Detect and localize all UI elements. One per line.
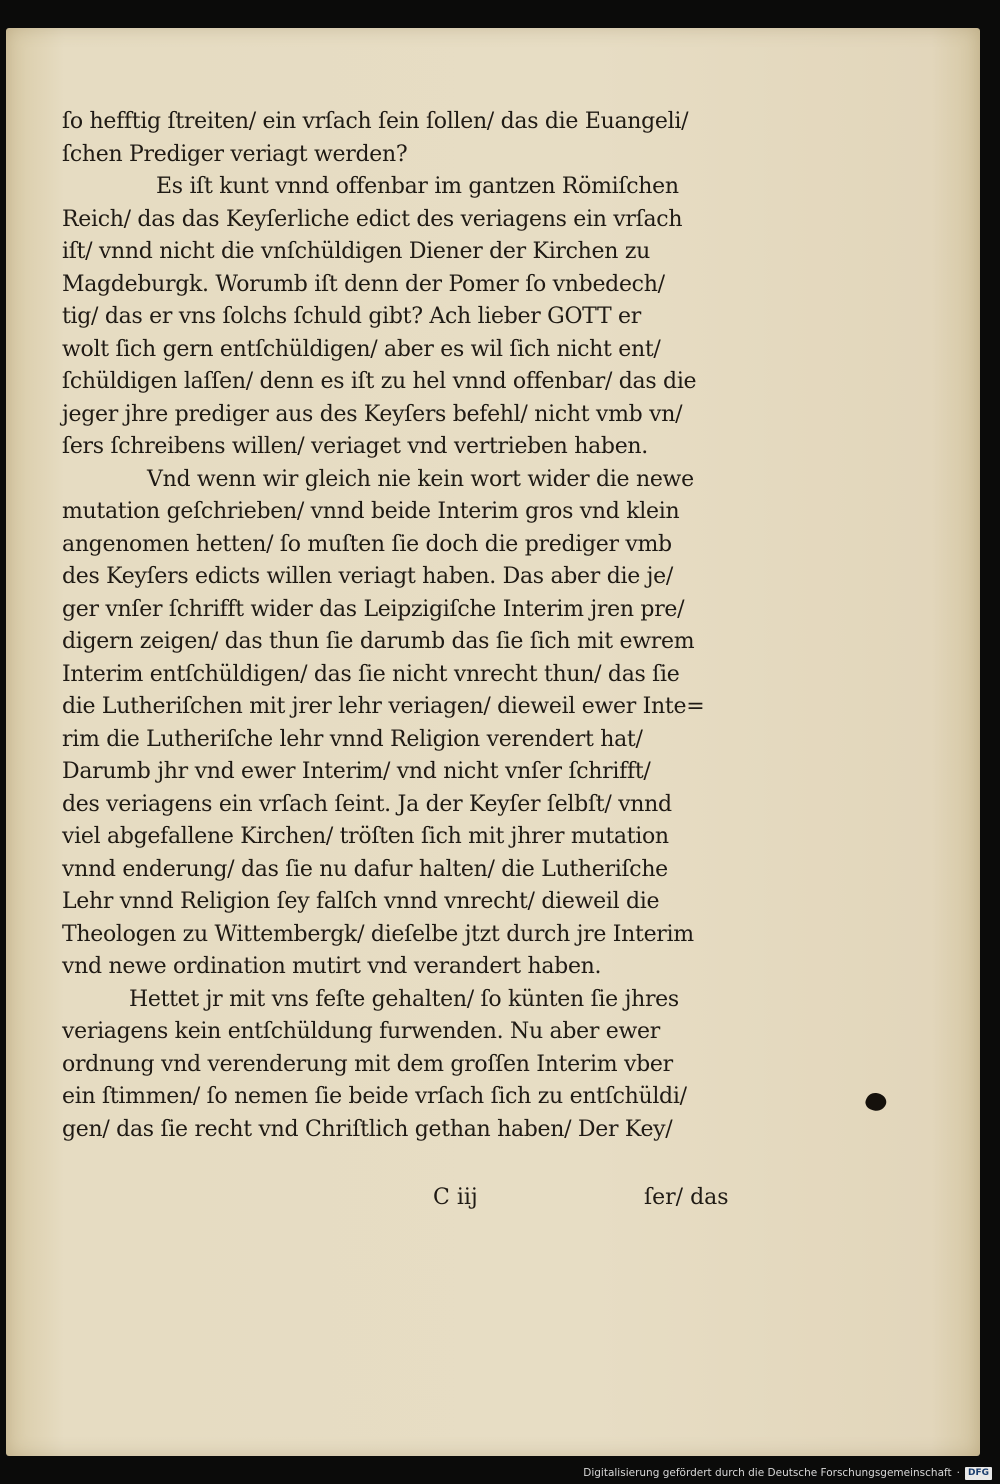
text-line: Vnd wenn wir gleich nie kein wort wider die newe: [147, 466, 694, 492]
page-footer: [62, 1185, 762, 1217]
text-line: gen/ das ſie recht vnd Chriſtlich gethan haben/ Der Key/: [62, 1116, 673, 1142]
catchword: ſer/ das: [644, 1185, 729, 1210]
text-line: ſchen Prediger veriagt werden?: [62, 141, 408, 167]
text-line: ſchüldigen laſſen/ denn es iſt zu hel vnnd offenbar/ das die: [62, 369, 697, 394]
text-line: vnnd enderung/ das ſie nu dafur halten/ die Lutheriſche: [62, 856, 668, 882]
text-line: ordnung vnd verenderung mit dem groſſen Interim vber: [62, 1051, 673, 1077]
text-line: Es iſt kunt vnnd offenbar im gantzen Römiſchen: [156, 174, 679, 199]
text-line: veriagens kein entſchüldung furwenden. Nu aber ewer: [62, 1019, 660, 1044]
text-line: viel abgefallene Kirchen/ tröſten ſich mit jhrer mutation: [62, 824, 669, 849]
text-line: Lehr vnnd Religion ſey falſch vnnd vnrecht/ dieweil die: [62, 889, 660, 914]
text-line: Reich/ das das Keyſerliche edict des veriagens ein vrſach: [62, 206, 683, 232]
text-line: ſers ſchreibens willen/ veriaget vnd vertrieben haben.: [62, 434, 648, 459]
text-line: mutation geſchrieben/ vnnd beide Interim gros vnd klein: [62, 499, 680, 524]
text-line: jeger jhre prediger aus des Keyſers befehl/ nicht vmb vn/: [62, 401, 683, 427]
text-line: Hettet jr mit vns feſte gehalten/ ſo künten ſie jhres: [129, 986, 679, 1012]
text-line: ger vnſer ſchrifft wider das Leipzigiſche Interim jren pre/: [62, 596, 685, 622]
digitization-credit: [583, 1465, 992, 1481]
text-line: Magdeburgk. Worumb iſt denn der Pomer ſo vnbedech/: [62, 271, 665, 297]
credit-separator: ·: [956, 1467, 960, 1479]
credit-text: Digitalisierung gefördert durch die Deutsche Forschungsgemeinschaft: [583, 1467, 952, 1479]
text-line: ſo hefftig ſtreiten/ ein vrſach ſein ſollen/ das die Euangeli/: [62, 109, 689, 134]
text-line: tig/ das er vns ſolchs ſchuld gibt? Ach lieber GOTT er: [62, 304, 641, 329]
signature-mark: C iij: [433, 1185, 478, 1210]
book-page: [6, 28, 980, 1456]
text-line: ein ſtimmen/ ſo nemen ſie beide vrſach ſich zu entſchüldi/: [62, 1084, 687, 1109]
text-line: angenomen hetten/ ſo muſten ſie doch die prediger vmb: [62, 531, 672, 557]
text-line: des veriagens ein vrſach ſeint. Ja der Keyſer ſelbſt/ vnnd: [62, 791, 672, 817]
text-line: Darumb jhr vnd ewer Interim/ vnd nicht vnſer ſchrifft/: [62, 759, 651, 784]
text-line: vnd newe ordination mutirt vnd verandert haben.: [62, 954, 602, 979]
text-line: des Keyſers edicts willen veriagt haben. Das aber die je/: [62, 564, 673, 589]
body-text: [62, 106, 762, 1146]
text-line: wolt ſich gern entſchüldigen/ aber es wil ſich nicht ent/: [62, 336, 661, 362]
text-line: Theologen zu Wittembergk/ dieſelbe jtzt durch jre Interim: [62, 921, 694, 947]
text-line: digern zeigen/ das thun ſie darumb das ſie ſich mit ewrem: [62, 629, 695, 654]
text-line: iſt/ vnnd nicht die vnſchüldigen Diener der Kirchen zu: [62, 239, 650, 264]
text-line: rim die Lutheriſche lehr vnnd Religion verendert hat/: [62, 726, 643, 752]
text-line: Interim entſchüldigen/ das ſie nicht vnrecht thun/ das ſie: [62, 661, 680, 687]
dfg-logo-icon: DFG: [965, 1467, 992, 1480]
text-line: die Lutheriſchen mit jrer lehr veriagen/ dieweil ewer Inte=: [62, 694, 705, 719]
